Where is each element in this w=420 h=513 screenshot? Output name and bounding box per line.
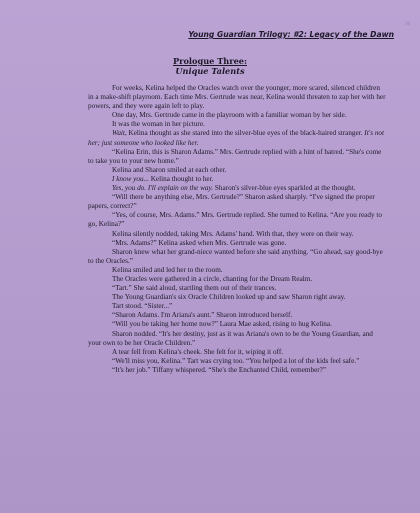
italic-text: Yes, you do. I'll explain on the way.	[112, 184, 214, 193]
italic-text: It's not her; just someone who looked like her.	[88, 129, 385, 147]
paragraph	[88, 248, 386, 266]
paragraph	[88, 166, 386, 175]
text-run: The Oracles were gathered in a circle, chanting for the Dream Realm.	[112, 274, 313, 283]
text-run: “We'll miss you, Kelina.” Tart was crying too. “You helped a lot of the kids feel safe.”	[112, 356, 360, 365]
text-run: One day, Mrs. Gertrude came in the playroom with a familiar woman by her side.	[112, 111, 347, 120]
text-run: Kelina and Sharon smiled at each other.	[112, 165, 227, 174]
text-run: “Mrs. Adams?” Kelina asked when Mrs. Gertrude was gone.	[112, 238, 287, 247]
paragraph	[88, 293, 386, 302]
text-run: “Yes, of course, Mrs. Adams.” Mrs. Gertrude replied. She turned to Kelina. “Are you ready to go, Kelina?”	[88, 211, 382, 229]
paragraph	[88, 129, 386, 147]
paragraph	[88, 120, 386, 129]
paragraph	[88, 111, 386, 120]
text-run: Kelina silently nodded, taking Mrs. Adams' hand. With that, they were on their way.	[112, 229, 354, 238]
text-run: Tart stood. “Sister...”	[112, 302, 173, 311]
text-run: It was the woman in her picture.	[112, 120, 205, 129]
paragraph	[88, 266, 386, 275]
text-run: “Kelina Erin, this is Sharon Adams.” Mrs. Gertrude replied with a hint of hatred. “She's come to take you to your new home.”	[88, 147, 382, 165]
chapter-heading	[0, 56, 420, 77]
italic-text: Wait,	[112, 129, 127, 138]
text-run: For weeks, Kelina helped the Oracles watch over the younger, more scared, silenced children in a make-shift playroom. Each time Mrs. Gertrude was near, Kelina would threaten to zap her with her powers, and they were again left to play.	[88, 84, 386, 111]
running-header: Young Guardian Trilogy: #2: Legacy of the Dawn	[188, 30, 394, 39]
page-number: 16	[405, 22, 410, 27]
paragraph	[88, 211, 386, 229]
paragraph	[88, 302, 386, 311]
paragraph	[88, 175, 386, 184]
text-run: The Young Guardian's six Oracle Children looked up and saw Sharon right away.	[112, 293, 346, 302]
text-run: A tear fell from Kelina's cheek. She felt for it, wiping it off.	[112, 347, 284, 356]
paragraph	[88, 320, 386, 329]
text-run: “Will you be taking her home now?” Laura Mae asked, rising to hug Kelina.	[112, 320, 332, 329]
chapter-subtitle: Unique Talents	[175, 66, 245, 76]
text-run: “Sharon Adams. I'm Ariana's aunt.” Sharon introduced herself.	[112, 311, 293, 320]
text-run: “It's her job.” Tiffany whispered. “She's the Enchanted Child, remember?”	[112, 365, 327, 374]
paragraph	[88, 330, 386, 348]
paragraph	[88, 84, 386, 111]
text-run: Sharon nodded. “It's her destiny, just as it was Ariana's own to be the Young Guardian, and your own to be her Oracle Children.”	[88, 329, 373, 347]
paragraph	[88, 348, 386, 357]
text-run: “Tart.” She said aloud, startling them out of their trances.	[112, 284, 277, 293]
italic-text: I know you...	[112, 174, 149, 183]
body-text	[88, 84, 386, 375]
text-run: Kelina thought as she stared into the silver-blue eyes of the black-haired stranger.	[126, 129, 365, 138]
chapter-title: Prologue Three:	[172, 56, 248, 66]
text-run: “Will there be anything else, Mrs. Gertrude?” Sharon asked sharply. “I've signed the proper papers, correct?”	[88, 193, 375, 211]
text-run: Kelina smiled and led her to the room.	[112, 265, 223, 274]
text-run: Kelina thought to her.	[148, 174, 214, 183]
paragraph	[88, 184, 386, 193]
paragraph	[88, 275, 386, 284]
paragraph	[88, 230, 386, 239]
paragraph	[88, 284, 386, 293]
paragraph	[88, 357, 386, 366]
text-run: Sharon knew what her grand-niece wanted before she said anything. “Go ahead, say good-bye to the Oracles.”	[88, 247, 383, 265]
paragraph	[88, 148, 386, 166]
text-run: Sharon's silver-blue eyes sparkled at the thought.	[213, 184, 356, 193]
paragraph	[88, 366, 386, 375]
paragraph	[88, 239, 386, 248]
paragraph	[88, 193, 386, 211]
paragraph	[88, 311, 386, 320]
